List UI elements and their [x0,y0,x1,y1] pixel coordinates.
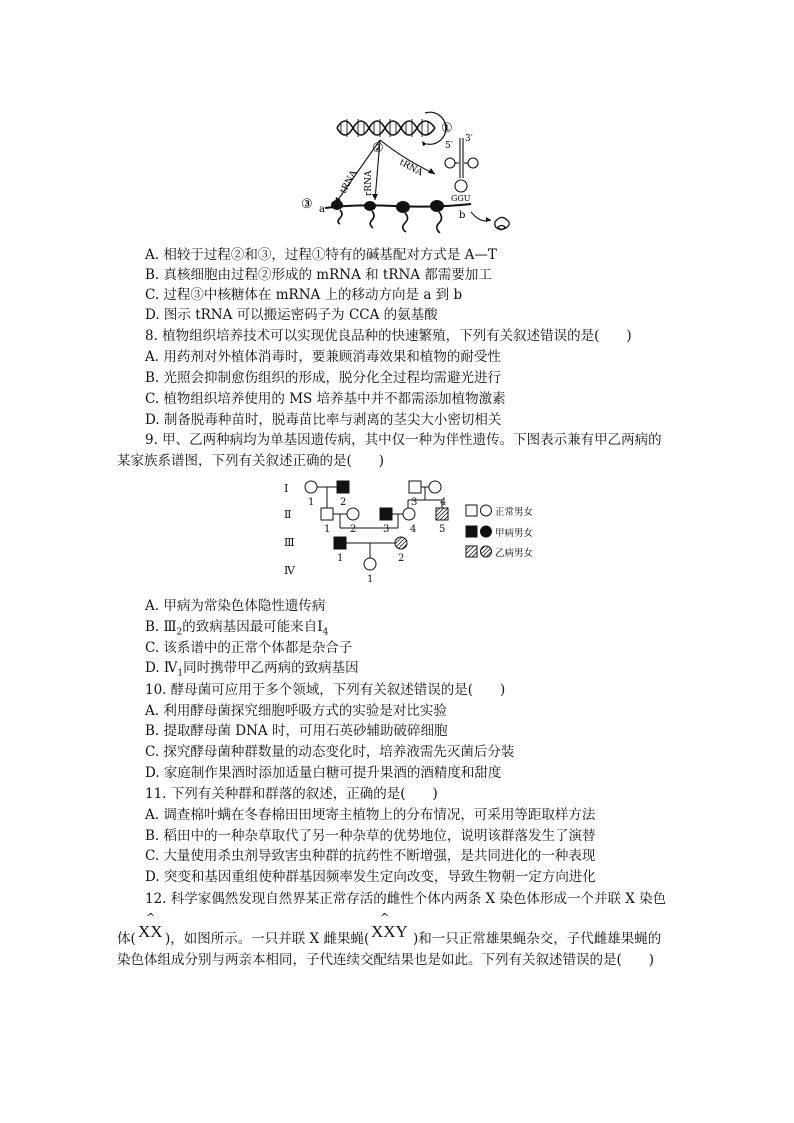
q10-option-b: B. 提取酵母菌 DNA 时，可用石英砂辅助破碎细胞 [145,723,448,739]
q9-option-b-sub1: 2 [176,627,183,638]
q11-option-c: C. 大量使用杀虫剂导致害虫种群的抗药性不断增强，是共同进化的一种表现 [145,848,596,864]
q9-option-a: A. 甲病为常染色体隐性遗传病 [145,598,326,614]
q8-option-d: D. 制备脱毒种苗时，脱毒苗比率与剥离的茎尖大小密切相关 [145,412,502,428]
label-process-1: ① [441,121,453,136]
q7-option-b: B. 真核细胞由过程②形成的 mRNA 和 tRNA 都需要加工 [145,267,492,283]
label-process-3: ③ [301,197,313,212]
q11-option-b: B. 稻田中的一种杂草取代了另一种杂草的优势地位，说明该群落发生了演替 [145,828,596,844]
label-process-2: ② [372,141,384,156]
q12-line2-a: 体( [117,931,136,947]
q12-line2-b: )，如图所示。一只并联 X 雌果蝇( [165,931,370,947]
q11-stem: 11. 下列有关种群和群落的叙述，正确的是( ) [145,786,438,802]
q8-option-c: C. 植物组织培养使用的 MS 培养基中并不都需添加植物激素 [145,391,506,407]
q9-option-d-sub: 1 [177,668,184,679]
num-ii1: 1 [324,524,331,535]
num-ii2: 2 [350,524,357,535]
q10-option-c: C. 探究酵母菌种群数量的动态变化时，培养液需先灭菌后分装 [145,744,515,760]
q9-stem-line1: 9. 甲、乙两种病均为单基因遗传病，其中仅一种为伴性遗传。下图表示兼有甲乙两病的 [145,432,662,448]
q7-option-c: C. 过程③中核糖体在 mRNA 上的移动方向是 a 到 b [145,287,463,303]
num-i1: 1 [308,497,315,508]
q7-option-d: D. 图示 tRNA 可以搬运密码子为 CCA 的氨基酸 [145,307,438,323]
q11-option-d: D. 突变和基因重组使种群基因频率发生定向改变，导致生物朝一定方向进化 [145,869,596,885]
label-trna-right: tRNA [397,157,425,179]
dna-helix [337,119,435,137]
q9-option-b-mid: 的致病基因最可能来自Ⅰ [182,619,323,635]
num-iii2: 2 [398,553,405,564]
gen-label-iii: Ⅲ [284,536,295,549]
num-i2: 2 [340,497,347,508]
q12-line1: 12. 科学家偶然发现自然界某正常存活的雌性个体内两条 X 染色体形成一个并联 X 染色 [145,891,667,907]
gen-label-iv: Ⅳ [284,564,295,577]
q9-option-d-post: 同时携带甲乙两病的致病基因 [183,660,359,676]
q9-option-b-pre: B. Ⅲ [145,619,177,635]
q12-line3: 染色体组成分别与两亲本相同，子代连续交配结果也是如此。下列有关叙述错误的是( ) [117,952,655,968]
q10-stem: 10. 酵母菌可应用于多个领域，下列有关叙述错误的是( ) [145,682,506,698]
num-ii5: 5 [439,524,446,535]
label-b: b [459,210,466,221]
label-rrna: rRNA [364,170,374,196]
label-trna-left: tRNA [338,168,360,196]
xxy-chromosome-notation: XXY [371,922,408,941]
xx-hat: ^ [146,911,156,924]
xxy-hat: ^ [380,911,390,924]
label-3prime: 3′ [465,134,473,144]
q9-option-c: C. 该系谱中的正常个体都是杂合子 [145,640,353,656]
q7-option-a: A. 相较于过程②和③，过程①特有的碱基配对方式是 A—T [145,247,497,263]
q9-option-b-sub2: 4 [322,627,329,638]
num-ii4: 4 [410,524,417,535]
xx-chromosome-notation: XX [138,922,163,941]
transcription-translation-figure [295,108,525,234]
num-iv1: 1 [367,574,374,585]
q8-option-b: B. 光照会抑制愈伤组织的形成，脱分化全过程均需避光进行 [145,370,502,386]
q9-stem-line2: 某家族系谱图，下列有关叙述正确的是( ) [117,453,385,469]
q9-option-d [145,659,359,683]
num-iii1: 1 [337,553,344,564]
gen-label-i: Ⅰ [284,482,289,495]
gen-label-ii: Ⅱ [284,508,292,521]
q10-option-d: D. 家庭制作果酒时添加适量白糖可提升果酒的酒精度和甜度 [145,765,502,781]
q8-stem: 8. 植物组织培养技术可以实现优良品种的快速繁殖，下列有关叙述错误的是( ) [145,328,632,344]
pedigree-legend [466,505,534,559]
q10-option-a: A. 利用酵母菌探究细胞呼吸方式的实验是对比实验 [145,703,447,719]
label-a: a [319,204,325,215]
q12-line2-c: )和一只正常雄果蝇杂交，子代雌雄果蝇的 [413,931,662,947]
q11-option-a: A. 调查棉叶螨在冬春棉田田埂寄主植物上的分布情况，可采用等距取样方法 [145,807,596,823]
label-5prime: 5′ [445,141,453,151]
pedigree-chart [280,476,555,588]
num-i4: 4 [440,497,447,508]
legend-jia: 甲病男女 [495,528,534,539]
num-i3: 3 [411,497,418,508]
q9-option-d-pre: D. Ⅳ [145,660,178,676]
legend-normal: 正常男女 [495,507,534,518]
num-ii3: 3 [383,524,390,535]
legend-yi: 乙病男女 [495,548,534,559]
label-anticodon: GGU [451,194,471,203]
folded-protein [495,217,509,229]
q8-option-a: A. 用药剂对外植体消毒时，要兼顾消毒效果和植物的耐受性 [145,349,501,365]
